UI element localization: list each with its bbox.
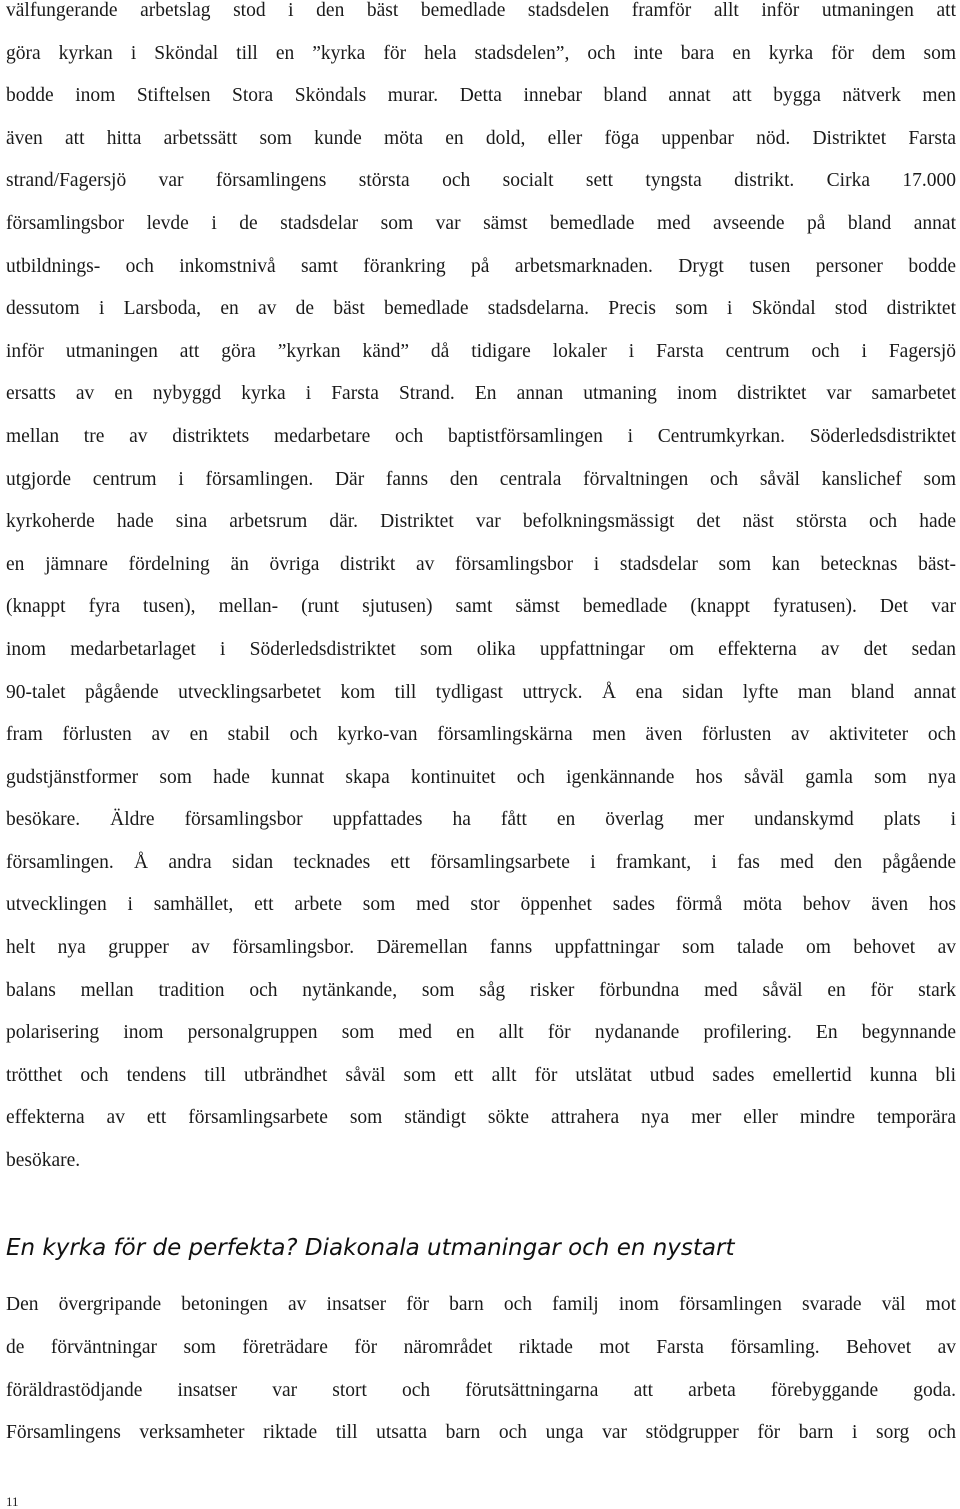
text-line: bodde inom Stiftelsen Stora Sköndals murar. Detta innebar bland annat att bygga nätverk men [6, 85, 956, 107]
text-line: mellan tre av distriktets medarbetare och baptistförsamlingen i Centrumkyrkan. Söderledsdistriktet [6, 425, 956, 447]
text-line: gudstjänstformer som hade kunnat skapa kontinuitet och igenkännande hos såväl gamla som nya [6, 766, 956, 788]
text-line: strand/Fagersjö var församlingens största och socialt sett tyngsta distrikt. Cirka 17.000 [6, 170, 956, 192]
text-line: kyrkoherde hade sina arbetsrum där. Distriktet var befolkningsmässigt det näst största och hade [6, 511, 956, 533]
text-line: utgjorde centrum i församlingen. Där fanns den centrala förvaltningen och såväl kanslichef som [6, 468, 956, 490]
text-line: göra kyrkan i Sköndal till en ”kyrka för hela stadsdelen”, och inte bara en kyrka för dem som [6, 42, 956, 64]
text-line-last: besökare. [6, 1150, 81, 1172]
paragraph-overview [6, 1284, 956, 1455]
text-line: församlingen. Å andra sidan tecknades ett församlingsarbete i framkant, i fas med den pågående [6, 851, 956, 873]
paragraph-district-descriptions [6, 0, 956, 1183]
text-line: besökare. Äldre församlingsbor uppfattades ha fått en överlag mer undanskymd plats i [6, 809, 956, 831]
text-line: inom medarbetarlaget i Söderledsdistriktet som olika uppfattningar om effekterna av det sedan [6, 638, 956, 660]
section-heading: En kyrka för de perfekta? Diakonala utmaningar och en nystart [6, 1235, 735, 1261]
text-line: de förväntningar som företrädare för närområdet riktade mot Farsta församling. Behovet av [6, 1336, 956, 1358]
text-line: Församlingens verksamheter riktade till utsatta barn och unga var stödgrupper för barn i sorg och [6, 1422, 956, 1444]
text-line: fram förlusten av en stabil och kyrko-van församlingskärna men även förlusten av aktiviteter och [6, 724, 956, 746]
text-line: en jämnare fördelning än övriga distrikt av församlingsbor i stadsdelar som kan betecknas bäst- [6, 553, 956, 575]
text-line: utbildnings- och inkomstnivå samt förankring på arbetsmarknaden. Drygt tusen personer bodde [6, 255, 956, 277]
text-line: föräldrastödjande insatser var stort och förutsättningarna att arbeta förebyggande goda. [6, 1379, 956, 1401]
text-line: effekterna av ett församlingsarbete som ständigt sökte attrahera nya mer eller mindre temporära [6, 1107, 956, 1129]
text-line: Den övergripande betoningen av insatser för barn och familj inom församlingen svarade väl mot [6, 1294, 956, 1315]
body-text [6, 0, 956, 1183]
text-line: polarisering inom personalgruppen som med en allt för nydanande profilering. En begynnande [6, 1022, 956, 1044]
text-line: välfungerande arbetslag stod i den bäst bemedlade stadsdelen framför allt inför utmaningen att [6, 0, 956, 21]
text-line: helt nya grupper av församlingsbor. Däremellan fanns uppfattningar som talade om behovet av [6, 937, 956, 959]
text-line: ersatts av en nybyggd kyrka i Farsta Strand. En annan utmaning inom distriktet var samarbetet [6, 383, 956, 405]
text-line: (knappt fyra tusen), mellan- (runt sjutusen) samt sämst bemedlade (knappt fyratusen). Det var [6, 596, 956, 618]
text-line: balans mellan tradition och nytänkande, som såg risker förbundna med såväl en för stark [6, 979, 956, 1001]
text-line: dessutom i Larsboda, en av de bäst bemedlade stadsdelarna. Precis som i Sköndal stod distriktet [6, 298, 956, 320]
text-line: inför utmaningen att göra ”kyrkan känd” då tidigare lokaler i Farsta centrum och i Fagersjö [6, 340, 956, 362]
text-line: även att hitta arbetssätt som kunde möta en dold, eller föga uppenbar nöd. Distriktet Farsta [6, 127, 956, 149]
text-line: 90-talet pågående utvecklingsarbetet kom till tydligast uttryck. Å ena sidan lyfte man bland annat [6, 681, 956, 703]
text-line: trötthet och tendens till utbrändhet såväl som ett allt för utslätat utbud sades emellertid kunna bli [6, 1064, 956, 1086]
page-number: 11 [6, 1494, 19, 1509]
text-line: utvecklingen i samhället, ett arbete som med stor öppenhet sades förmå möta behov även hos [6, 894, 956, 916]
text-line: församlingsbor levde i de stadsdelar som var sämst bemedlade med avseende på bland annat [6, 212, 956, 234]
